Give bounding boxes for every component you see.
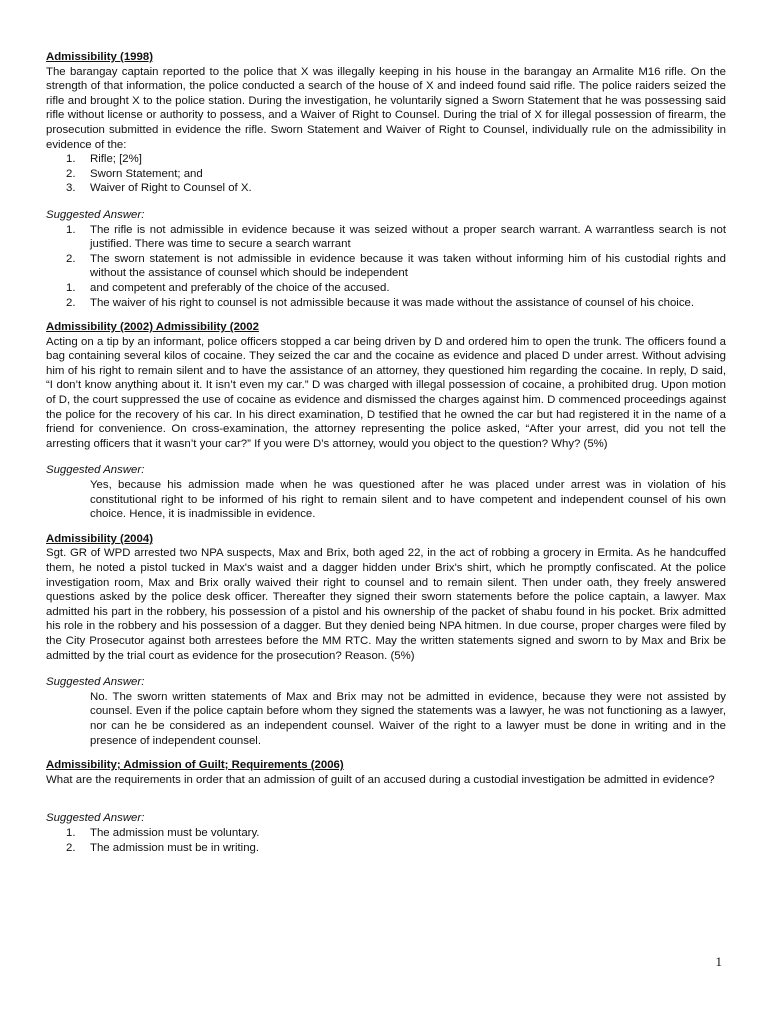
answer-list [46,826,726,855]
suggested-answer-label: Suggested Answer: [46,464,145,477]
question-text: The barangay captain reported to the police that X was illegally keeping in his house in the barangay an Armalite M16 rifle. On the strength of that information, the police conducted a search of the house of X and indeed found said rifle. The police raiders seized the rifle and brought X to the police station. During the investigation, he voluntarily signed a Sworn Statement that he was possessing said rifle without license or authority to possess, and a Waiver of Right to Counsel. During the trial of X for illegal possession of firearm, the prosecution submitted in evidence the rifle. Sworn Statement and Waiver of Right to Counsel, individually rule on the admissibility in evidence of the: [46,65,726,151]
suggested-answer-label: Suggested Answer: [46,676,145,689]
list-item [46,296,726,311]
list-item [46,223,726,252]
list-text: The rifle is not admissible in evidence because it was seized without a proper search warrant. A warrantless search is not justified. There was time to secure a search warrant [90,223,726,251]
section-2004 [46,532,726,748]
list-text: The admission must be voluntary. [90,826,260,839]
list-text: and competent and preferably of the choice of the accused. [90,281,390,294]
section-2002 [46,320,726,522]
section-heading: Admissibility; Admission of Guilt; Requirements (2006) [46,759,344,772]
question-text: Sgt. GR of WPD arrested two NPA suspects, Max and Brix, both aged 22, in the act of robbing a grocery in Ermita. As he handcuffed them, he noted a pistol tucked in Max's waist and a dagger hidden under Brix's shirt, which he promptly confiscated. At the police investigation room, Max and Brix orally waived their right to counsel and to remain silent. Then under oath, they freely answered questions asked by the police desk officer. Thereafter they signed their sworn statements before the police captain, a lawyer. Max admitted his part in the robbery, his possession of a pistol and his ownership of the packet of shabu found in his pocket. Brix admitted his role in the robbery and his possession of a dagger. But they denied being NPA hitmen. In due course, proper charges were filed by the City Prosecutor against both arrestees before the MM RTC. May the written statements signed and sworn to by Max and Brix be admitted by the trial court as evidence for the prosecution? Reason. (5%) [46,547,726,662]
list-text: Sworn Statement; and [90,167,203,180]
list-number: 1. [66,826,76,839]
list-number: 3. [66,182,76,195]
section-1998 [46,50,726,310]
list-number: 2. [66,296,76,309]
list-number: 1. [66,153,76,166]
section-heading: Admissibility (2002) Admissibility (2002 [46,321,259,334]
list-item [46,281,726,296]
list-text: The admission must be in writing. [90,841,260,854]
list-text: Rifle; [2%] [90,153,142,166]
section-2006 [46,758,726,855]
list-item [46,181,726,196]
list-number: 1. [66,281,76,294]
suggested-answer-label: Suggested Answer: [46,812,145,825]
list-number: 2. [66,841,76,854]
section-heading: Admissibility (1998) [46,51,153,63]
answer-text: No. The sworn written statements of Max and Brix may not be admitted in evidence, because they were not assisted by counsel. Even if the police captain before whom they signed the statements was a lawyer, he was not functioning as a lawyer, nor can he be considered as an independent counsel. Waiver of the right to a lawyer must be done in writing and in the presence of independent counsel. [90,690,726,747]
list-text: The sworn statement is not admissible in evidence because it was taken without informing him of his custodial rights and without the assistance of counsel which should be independent [90,252,726,280]
list-item [46,252,726,281]
list-text: The waiver of his right to counsel is not admissible because it was made without the assistance of counsel of his choice. [90,296,695,309]
question-list [46,152,726,196]
question-text: Acting on a tip by an informant, police officers stopped a car being driven by D and ordered him to open the trunk. The officers found a bag containing several kilos of cocaine. They seized the car and the cocaine as evidence and placed D under arrest. Without advising him of his right to remain silent and to have the assistance of an attorney, they questioned him regarding the cocaine. In reply, D said, “I don’t know anything about it. It isn’t even my car.” D was charged with illegal possession of cocaine, a prohibited drug. Upon motion of D, the court suppressed the use of cocaine as evidence and dismissed the charges against him. D commenced proceedings against the police for the recovery of his car. In his direct examination, D testified that he owned the car but had registered it in the name of a friend for convenience. On cross-examination, the attorney representing the police asked, “After your arrest, did you not tell the arresting officers that it wasn’t your car?” If you were D’s attorney, would you object to the question? Why? (5%) [46,335,726,450]
suggested-answer-label: Suggested Answer: [46,208,145,221]
section-heading: Admissibility (2004) [46,532,153,545]
list-item [46,841,726,856]
list-item [46,826,726,841]
document-page [46,50,726,855]
list-number: 1. [66,223,76,236]
list-text: Waiver of Right to Counsel of X. [90,182,252,195]
list-item [46,167,726,182]
answer-text: Yes, because his admission made when he was questioned after he was placed under arrest was in violation of his constitutional right to be informed of his right to remain silent and to have competent and independent counsel of his own choice. Hence, it is inadmissible in evidence. [90,479,726,521]
question-text: What are the requirements in order that an admission of guilt of an accused during a custodial investigation be admitted in evidence? [46,773,715,786]
list-item [46,152,726,167]
page-number: 1 [715,954,722,969]
answer-list [46,223,726,311]
list-number: 2. [66,167,76,180]
list-number: 2. [66,252,76,265]
